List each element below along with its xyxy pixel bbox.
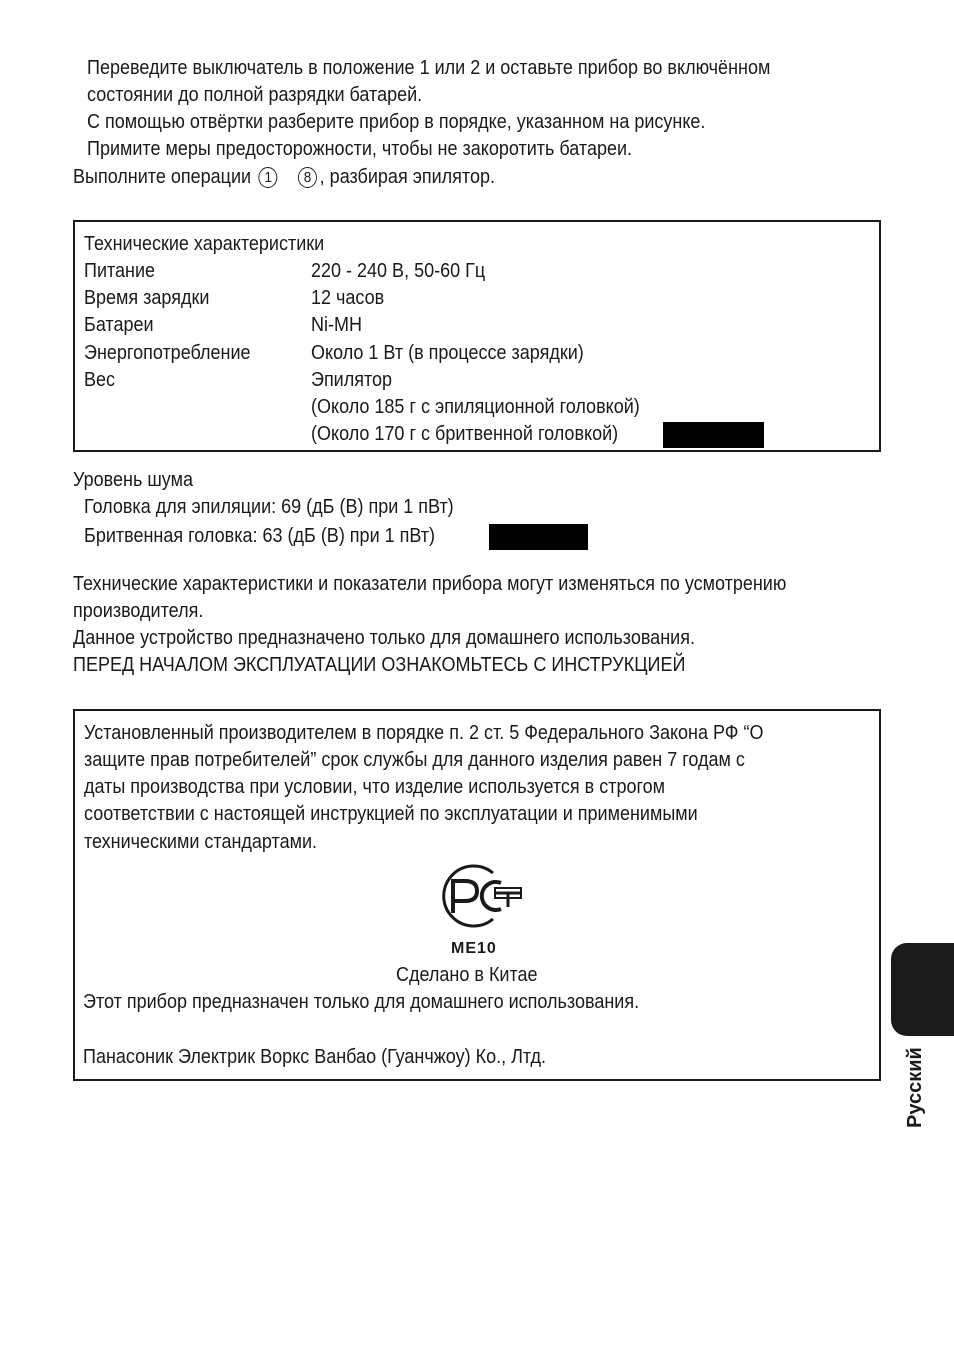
- certification-code: ME10: [451, 940, 497, 957]
- spec-value: Около 1 Вт (в процессе зарядки): [311, 342, 584, 364]
- noise-title: Уровень шума: [73, 469, 193, 491]
- note-line: Технические характеристики и показатели прибора могут изменяться по усмотрению: [73, 573, 787, 595]
- certification-mark-icon: [435, 861, 525, 931]
- warning-heading: ПЕРЕД НАЧАЛОМ ЭКСПЛУАТАЦИИ ОЗНАКОМЬТЕСЬ С ИНСТРУКЦИЕЙ: [73, 654, 686, 676]
- spec-value-weight-shave-row: [311, 421, 652, 448]
- spec-value-weight-epil: (Около 185 г с эпиляционной головкой): [311, 396, 640, 418]
- noise-epil: Головка для эпиляции: 69 (дБ (В) при 1 пВт): [84, 496, 454, 518]
- spec-value: 220 - 240 В, 50-60 Гц: [311, 260, 486, 282]
- noise-shave: Бритвенная головка: 63 (дБ (В) при 1 пВт): [84, 525, 436, 547]
- instruction-line: С помощью отвёртки разберите прибор в порядке, указанном на рисунке.: [87, 111, 706, 133]
- language-tab-label: Русский: [904, 1047, 926, 1128]
- warranty-line: соответствии с настоящей инструкцией по эксплуатации и применимыми: [84, 803, 698, 825]
- note-line: Данное устройство предназначено только для домашнего использования.: [73, 627, 695, 649]
- instruction-line: состоянии до полной разрядки батарей.: [87, 84, 423, 106]
- warranty-box: [73, 709, 881, 1081]
- spec-value: Ni-MH: [311, 314, 362, 336]
- operation-suffix: , разбирая эпилятор.: [319, 166, 496, 188]
- spec-value-weight-shave: (Около 170 г с бритвенной головкой): [311, 423, 619, 445]
- language-tab: [891, 943, 954, 1036]
- step-start-badge: 1: [259, 167, 278, 188]
- home-use: Этот прибор предназначен только для домашнего использования.: [83, 991, 640, 1013]
- warranty-line: Установленный производителем в порядке п. 2 ст. 5 Федерального Закона РФ “О: [84, 722, 764, 744]
- spec-value: Эпилятор: [311, 369, 393, 391]
- spec-label: Время зарядки: [84, 287, 210, 309]
- spec-label: Питание: [84, 260, 156, 282]
- spec-value: 12 часов: [311, 287, 385, 309]
- spec-label: Вес: [84, 369, 116, 391]
- note-line: производителя.: [73, 600, 204, 622]
- warranty-line: защите прав потребителей” срок службы для данного изделия равен 7 годам с: [84, 749, 745, 771]
- made-in: Сделано в Китае: [396, 964, 538, 986]
- step-end-badge: 8: [298, 167, 317, 188]
- redaction-bar: [663, 422, 764, 448]
- specs-box: [73, 220, 881, 452]
- warranty-line: техническими стандартами.: [84, 831, 318, 853]
- specs-title: Технические характеристики: [84, 233, 325, 255]
- warranty-line: даты производства при условии, что изделие используется в строгом: [84, 776, 666, 798]
- operation-prefix: Выполните операции: [73, 166, 252, 188]
- spec-label: Батареи: [84, 314, 154, 336]
- manufacturer: Панасоник Электрик Воркс Ванбао (Гуанчжоу) Ко., Лтд.: [83, 1046, 547, 1068]
- instruction-line: Примите меры предосторожности, чтобы не закоротить батареи.: [87, 138, 633, 160]
- spec-label: Энергопотребление: [84, 342, 251, 364]
- operation-line: [73, 164, 495, 191]
- redaction-bar: [489, 524, 588, 550]
- instruction-line: Переведите выключатель в положение 1 или 2 и оставьте прибор во включённом: [87, 57, 771, 79]
